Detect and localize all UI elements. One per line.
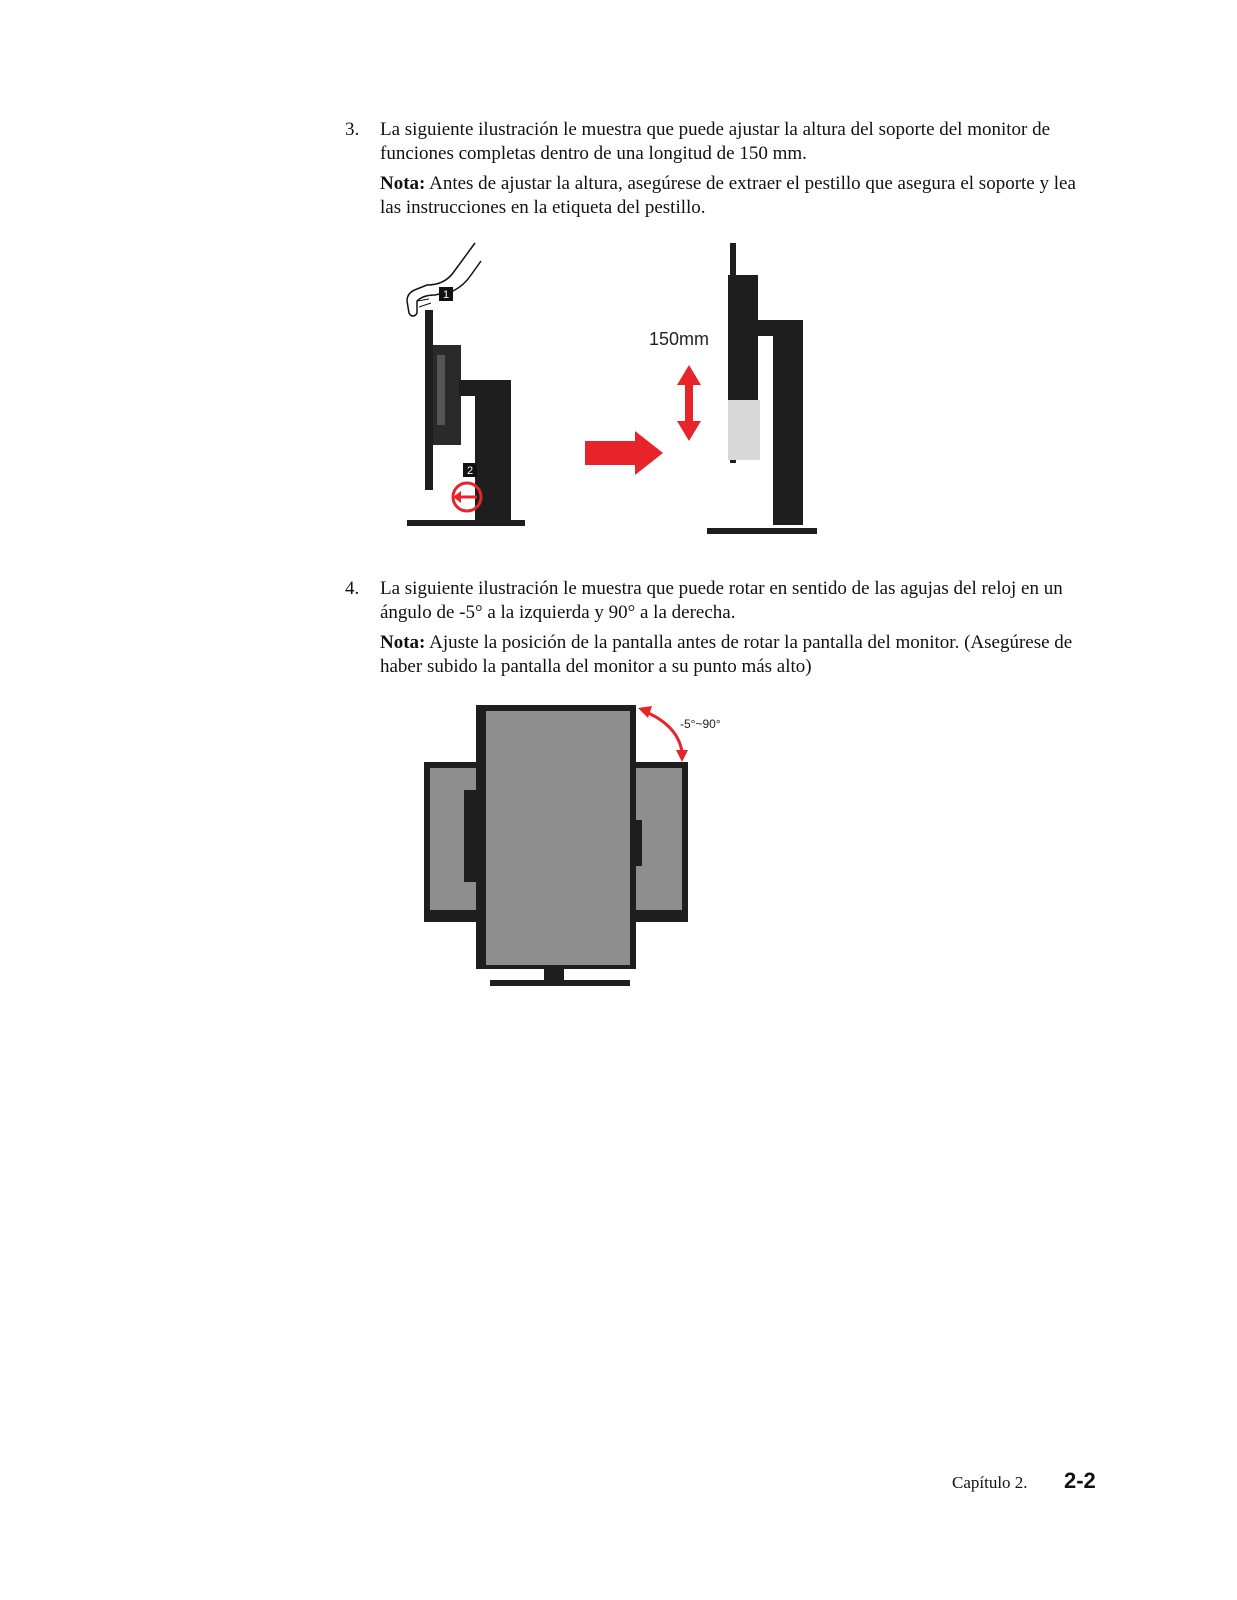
height-adjust-illustration <box>395 235 840 545</box>
item-number: 4. <box>345 578 360 599</box>
note-label: Nota: <box>380 173 426 194</box>
item-text: La siguiente ilustración le muestra que puede ajustar la altura del soporte del monitor de funciones completas dentro de una longitud de 150 mm. <box>380 119 1051 164</box>
step-2-label: 2 <box>466 465 474 477</box>
footer-chapter: Capítulo 2. <box>952 1473 1028 1492</box>
transition-arrow <box>585 431 663 475</box>
footer-page-number: 2-2 <box>1064 1468 1096 1493</box>
note-text: Ajuste la posición de la pantalla antes de rotar la pantalla del monitor. (Asegúrese de haber subido la pantalla del monitor a su punto más alto) <box>380 632 1073 677</box>
note-text: Antes de ajustar la altura, asegúrese de extraer el pestillo que asegura el soporte y lea las instrucciones en la etiqueta del pestillo. <box>380 173 1076 218</box>
height-range-arrow <box>677 365 701 441</box>
rotation-illustration <box>420 700 740 995</box>
item-number: 3. <box>345 119 360 140</box>
distance-label: 150mm <box>649 329 710 349</box>
note-label: Nota: <box>380 632 426 653</box>
note-paragraph <box>380 631 1092 679</box>
step-1-label: 1 <box>442 289 450 301</box>
note-paragraph <box>380 172 1092 220</box>
item-text: La siguiente ilustración le muestra que puede rotar en sentido de las agujas del reloj en un ángulo de -5° a la izquierda y 90° a la derecha. <box>380 578 1063 623</box>
rotation-angle-label: -5°~90° <box>680 717 721 731</box>
